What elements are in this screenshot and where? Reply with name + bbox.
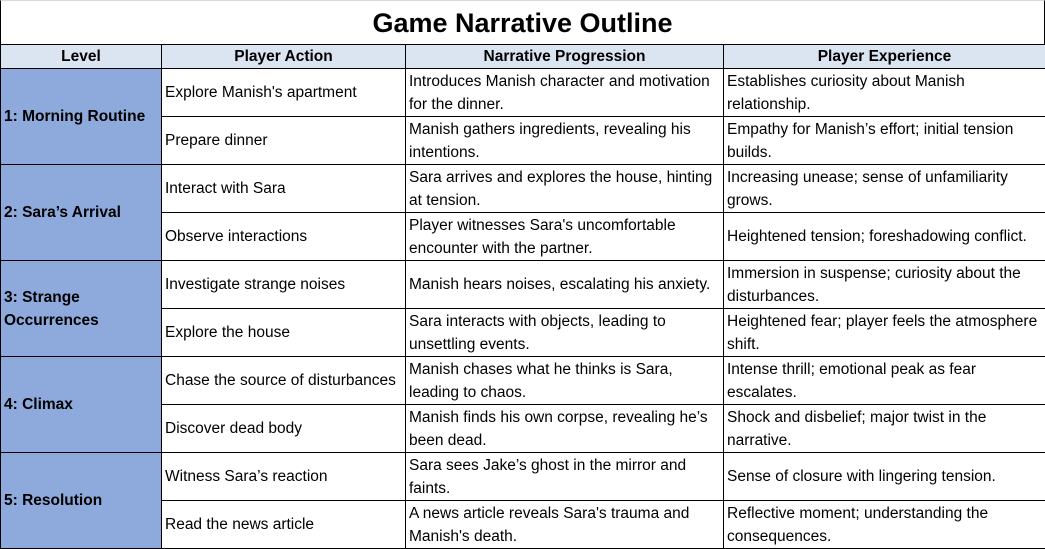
level-cell[interactable]: 3: Strange Occurrences — [1, 261, 162, 357]
narrative-cell[interactable]: Sara arrives and explores the house, hinting at tension. — [406, 165, 724, 213]
experience-cell[interactable]: Shock and disbelief; major twist in the narrative. — [724, 405, 1045, 453]
narrative-cell[interactable]: A news article reveals Sara's trauma and Manish's death. — [406, 501, 724, 549]
table-row — [1, 261, 1045, 309]
header-player-action[interactable]: Player Action — [162, 45, 406, 69]
header-player-experience[interactable]: Player Experience — [724, 45, 1045, 69]
experience-cell[interactable]: Intense thrill; emotional peak as fear escalates. — [724, 357, 1045, 405]
narrative-cell[interactable]: Manish hears noises, escalating his anxiety. — [406, 261, 724, 309]
action-cell[interactable]: Explore the house — [162, 309, 406, 357]
table-row — [1, 357, 1045, 405]
action-cell[interactable]: Explore Manish's apartment — [162, 69, 406, 117]
experience-cell[interactable]: Establishes curiosity about Manish relationship. — [724, 69, 1045, 117]
header-row — [1, 45, 1045, 69]
experience-cell[interactable]: Immersion in suspense; curiosity about the disturbances. — [724, 261, 1045, 309]
experience-cell[interactable]: Heightened fear; player feels the atmosphere shift. — [724, 309, 1045, 357]
narrative-cell[interactable]: Manish gathers ingredients, revealing his intentions. — [406, 117, 724, 165]
action-cell[interactable]: Prepare dinner — [162, 117, 406, 165]
action-cell[interactable]: Investigate strange noises — [162, 261, 406, 309]
narrative-cell[interactable]: Player witnesses Sara's uncomfortable encounter with the partner. — [406, 213, 724, 261]
action-cell[interactable]: Discover dead body — [162, 405, 406, 453]
narrative-cell[interactable]: Manish chases what he thinks is Sara, leading to chaos. — [406, 357, 724, 405]
narrative-cell[interactable]: Sara interacts with objects, leading to unsettling events. — [406, 309, 724, 357]
narrative-cell[interactable]: Introduces Manish character and motivation for the dinner. — [406, 69, 724, 117]
experience-cell[interactable]: Reflective moment; understanding the consequences. — [724, 501, 1045, 549]
experience-cell[interactable]: Sense of closure with lingering tension. — [724, 453, 1045, 501]
experience-cell[interactable]: Empathy for Manish’s effort; initial tension builds. — [724, 117, 1045, 165]
narrative-cell[interactable]: Sara sees Jake’s ghost in the mirror and faints. — [406, 453, 724, 501]
level-cell[interactable]: 2: Sara’s Arrival — [1, 165, 162, 261]
action-cell[interactable]: Witness Sara’s reaction — [162, 453, 406, 501]
table-row — [1, 453, 1045, 501]
experience-cell[interactable]: Heightened tension; foreshadowing conflict. — [724, 213, 1045, 261]
action-cell[interactable]: Observe interactions — [162, 213, 406, 261]
header-level[interactable]: Level — [1, 45, 162, 69]
narrative-table — [0, 44, 1045, 549]
level-cell[interactable]: 5: Resolution — [1, 453, 162, 549]
action-cell[interactable]: Interact with Sara — [162, 165, 406, 213]
table-row — [1, 165, 1045, 213]
level-cell[interactable]: 1: Morning Routine — [1, 69, 162, 165]
action-cell[interactable]: Chase the source of disturbances — [162, 357, 406, 405]
narrative-cell[interactable]: Manish finds his own corpse, revealing he’s been dead. — [406, 405, 724, 453]
experience-cell[interactable]: Increasing unease; sense of unfamiliarity grows. — [724, 165, 1045, 213]
table-row — [1, 69, 1045, 117]
header-narrative-progression[interactable]: Narrative Progression — [406, 45, 724, 69]
level-cell[interactable]: 4: Climax — [1, 357, 162, 453]
sheet-title: Game Narrative Outline — [0, 0, 1045, 45]
action-cell[interactable]: Read the news article — [162, 501, 406, 549]
